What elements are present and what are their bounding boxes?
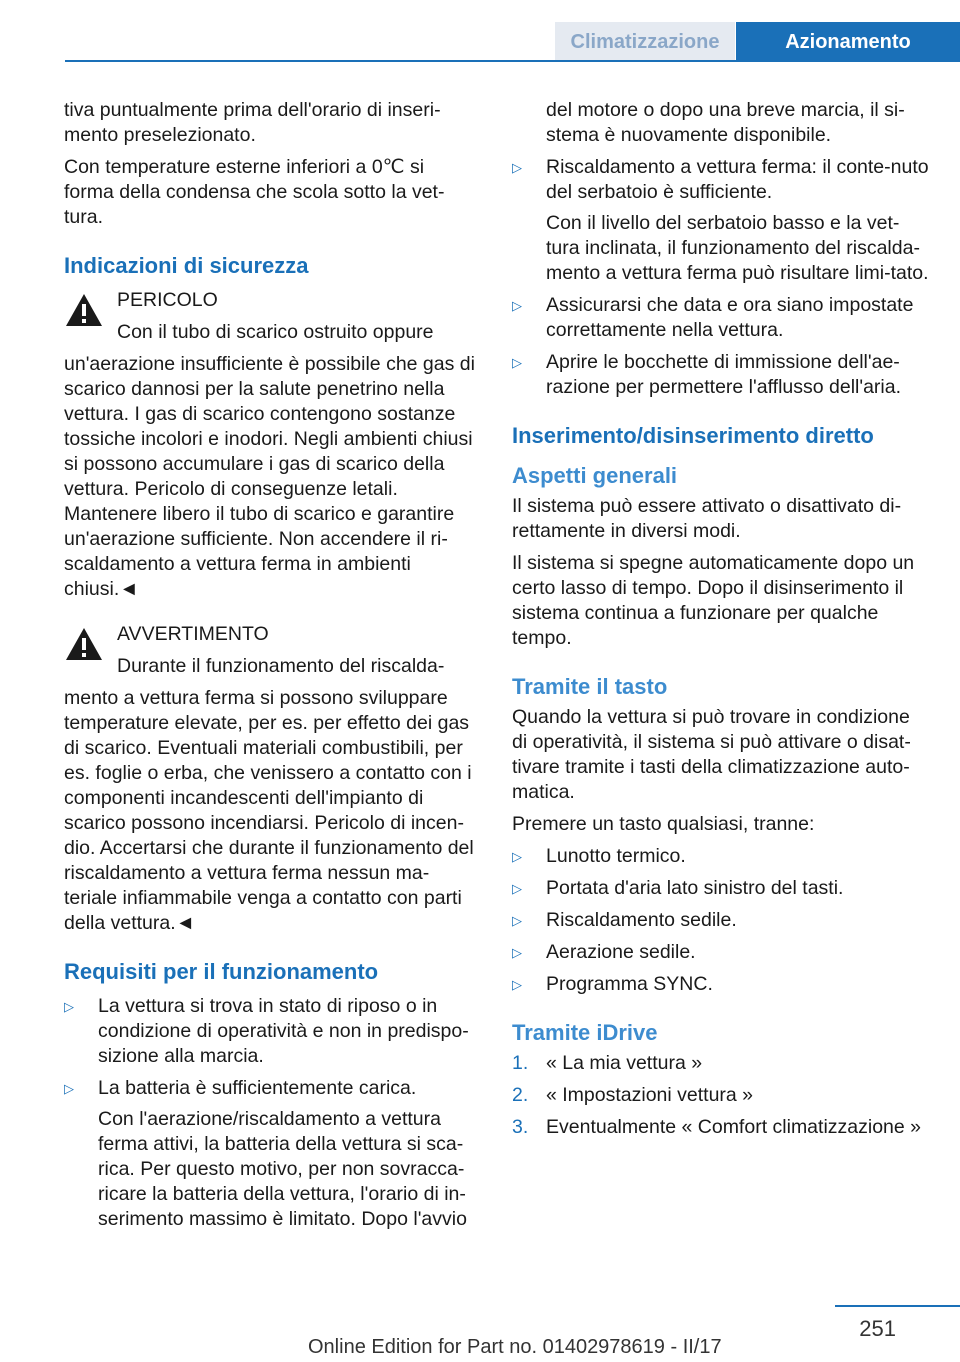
bullet-triangle-icon: ▷ (512, 849, 522, 864)
button-paragraph: Quando la vettura si può trovare in condizione di operatività, il sistema si può attivare o disat‐tivare tramite i tasti della climatizzazione auto‐matica. (512, 706, 911, 803)
warning-triangle-icon (64, 626, 104, 662)
list-item: ▷ Assicurarsi che data e ora siano impostate correttamente nella vettura. (512, 294, 914, 341)
direct-switching-heading: Inserimento/disinserimento diretto (512, 423, 874, 448)
warning-title: AVVERTIMENTO (117, 623, 269, 645)
page-header (0, 0, 960, 62)
condensation-paragraph: Con temperature esterne inferiori a 0℃ si forma della condensa che scola sotto la vet‐tura. (64, 156, 445, 228)
caution-warning (64, 622, 478, 936)
section-tab-azionamento[interactable]: Azionamento (736, 22, 960, 60)
requirements-list-continued (512, 155, 930, 400)
warning-title: PERICOLO (117, 289, 218, 311)
bullet-triangle-icon: ▷ (512, 913, 522, 928)
warning-text-first: Con il tubo di scarico ostruito oppure (117, 321, 434, 343)
intro-paragraph: tiva puntualmente prima dell'orario di inseri‐mento preselezionato. (64, 99, 441, 146)
list-item: 2. « Impostazioni vettura » (512, 1084, 754, 1106)
step-number: 1. (512, 1052, 529, 1074)
button-paragraph: Premere un tasto qualsiasi, tranne: (512, 813, 815, 835)
list-item: ▷ La batteria è sufficientemente carica. Con l'aerazione/riscaldamento a vettura ferma attivi, la batteria della vettura si sca‐rica. Per questo motivo, per non sovracca‐ricare la batteria della vettura, l'orario di in‐serimento massimo è limitato. Dopo l'avvio (64, 1077, 467, 1230)
idrive-steps (512, 1051, 930, 1140)
footer-rule (835, 1305, 960, 1307)
danger-warning (64, 288, 478, 602)
list-item: ▷ Aprire le bocchette di immissione dell'ae‐razione per permettere l'afflusso dell'aria. (512, 351, 902, 398)
bullet-triangle-icon: ▷ (512, 881, 522, 896)
bullet-triangle-icon: ▷ (512, 945, 522, 960)
bullet-triangle-icon: ▷ (64, 999, 74, 1014)
list-item: ▷ Riscaldamento sedile. (512, 909, 737, 931)
button-heading: Tramite il tasto (512, 674, 668, 699)
warning-text: un'aerazione insufficiente è possibile che gas di scarico dannosi per la salute penetrino nella vettura. I gas di scarico contengono sostanze tossiche incolori e inodori. Negli ambienti chiusi si possono accumulare i gas di scarico della vettura. Pericolo di conseguenze letali. Mantenere libero il tubo di scarico e garantire un'aerazione sufficiente. Non accendere il ri‐scaldamento a vettura ferma in ambienti chiusi.◄ (64, 353, 475, 600)
list-item: ▷ Aerazione sedile. (512, 941, 696, 963)
general-paragraph: Il sistema si spegne automaticamente dopo un certo lasso di tempo. Dopo il disinserimento il sistema continua a funzionare per qualche tempo. (512, 552, 915, 649)
warning-triangle-icon (64, 292, 104, 328)
header-rule (65, 60, 960, 62)
list-item: ▷ Programma SYNC. (512, 973, 713, 995)
requirements-heading: Requisiti per il funzionamento (64, 959, 379, 984)
general-heading: Aspetti generali (512, 463, 678, 488)
list-item: 1. « La mia vettura » (512, 1052, 703, 1074)
list-item: ▷ La vettura si trova in stato di riposo o in condizione di operatività e non in predispo‐sizione alla marcia. (64, 995, 469, 1067)
section-tab-climatizzazione[interactable]: Climatizzazione (555, 22, 735, 60)
general-paragraph: Il sistema può essere attivato o disattivato di‐rettamente in diversi modi. (512, 495, 902, 542)
warning-text: mento a vettura ferma si possono sviluppare temperature elevate, per es. per effetto dei gas di scarico. Eventuali materiali combustibili, per es. foglie o erba, che venissero a contatto con i componenti incandescenti dell'impianto di scarico possono incendiarsi. Pericolo di incen‐dio. Accertarsi che durante il funzionamento del riscaldamento a vettura ferma nessun ma‐teriale infiammabile venga a contatto con parti della vettura.◄ (64, 687, 474, 934)
right-column (512, 98, 930, 1148)
list-item: ▷ Riscaldamento a vettura ferma: il conte‐nuto del serbatoio è sufficiente. Con il livello del serbatoio basso e la vet‐tura inclinata, il funzionamento del riscalda‐mento a vettura ferma può risultare limi‐tato. (512, 156, 929, 284)
bullet-triangle-icon: ▷ (512, 160, 522, 175)
list-item: ▷ Portata d'aria lato sinistro del tasti. (512, 877, 844, 899)
bullet-triangle-icon: ▷ (512, 355, 522, 370)
left-column (64, 98, 478, 1240)
step-number: 3. (512, 1116, 529, 1138)
list-item: ▷ Lunotto termico. (512, 845, 686, 867)
requirements-list (64, 994, 478, 1232)
step-number: 2. (512, 1084, 529, 1106)
bullet-triangle-icon: ▷ (64, 1081, 74, 1096)
edition-note: Online Edition for Part no. 01402978619 - II/17 (308, 1336, 722, 1358)
list-item: 3. Eventualmente « Comfort climatizzazione » (512, 1116, 922, 1138)
idrive-heading: Tramite iDrive (512, 1020, 658, 1045)
warning-text-first: Durante il funzionamento del riscalda‐ (117, 655, 445, 677)
except-list (512, 844, 930, 997)
bullet-triangle-icon: ▷ (512, 977, 522, 992)
continued-text: del motore o dopo una breve marcia, il si‐stema è nuovamente disponibile. (546, 99, 905, 146)
page-number: 251 (859, 1316, 896, 1341)
bullet-triangle-icon: ▷ (512, 298, 522, 313)
safety-heading: Indicazioni di sicurezza (64, 253, 309, 278)
